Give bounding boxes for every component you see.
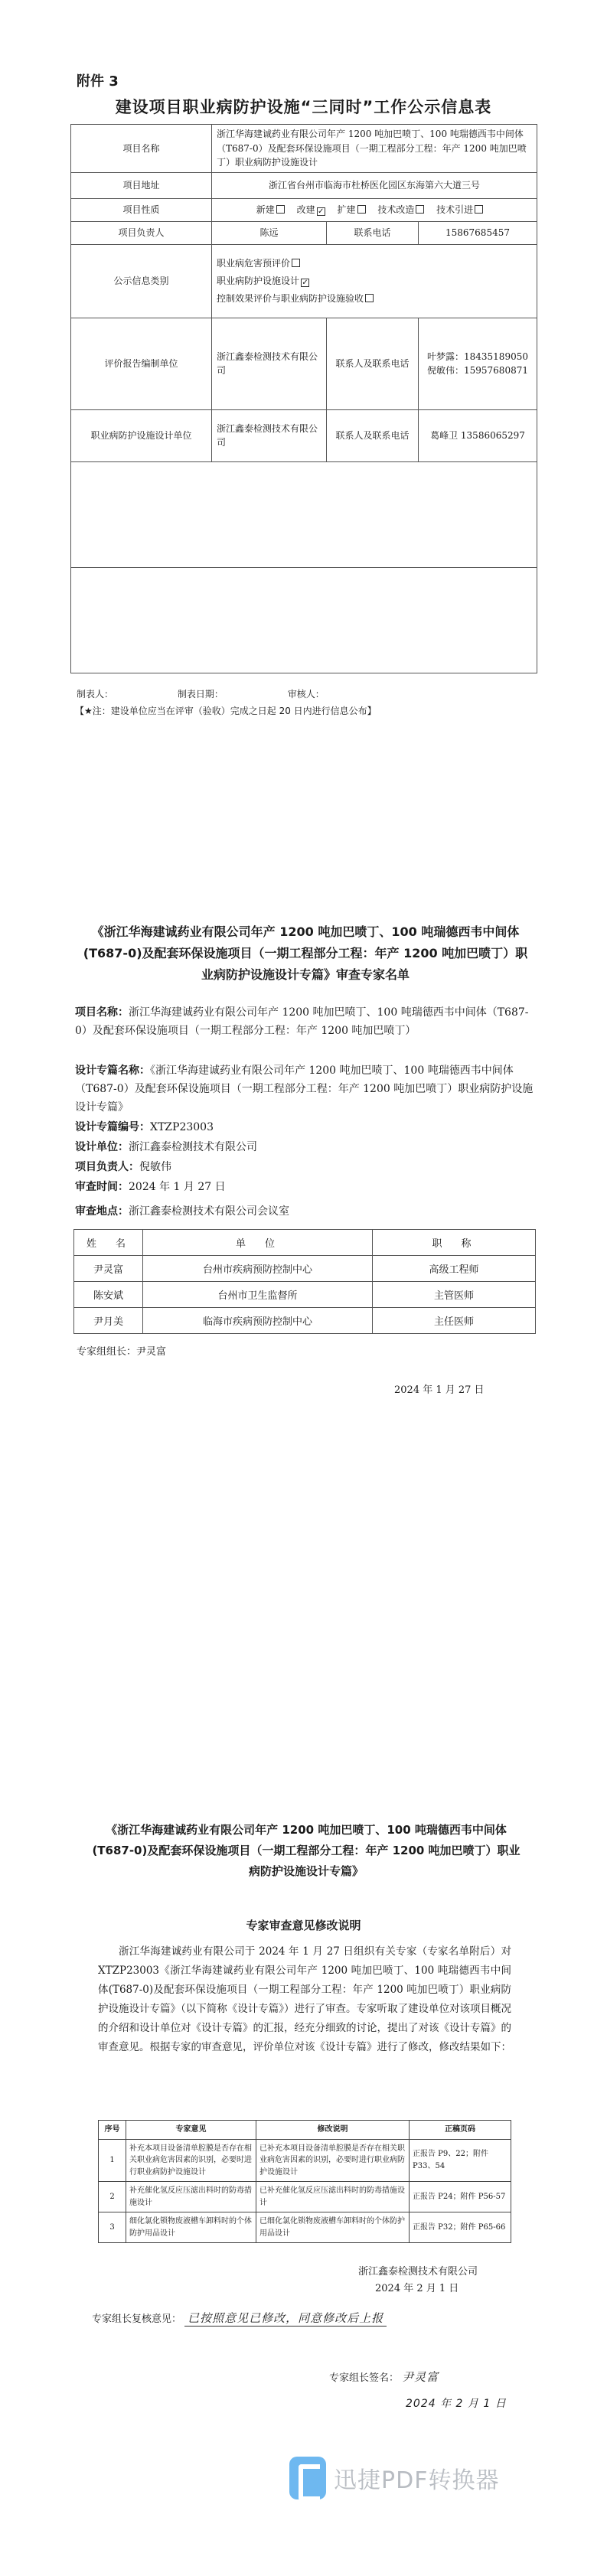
watermark [289, 2451, 519, 2505]
watermark-text: 迅捷PDF转换器 [334, 2467, 500, 2494]
expert-name: 尹月美 [74, 1308, 143, 1334]
reviewer-label: 审核人： [287, 689, 325, 699]
eval-unit-label: 评价报告编制单位 [71, 318, 212, 409]
checkbox-icon [416, 205, 424, 214]
checkbox-checked-icon [301, 279, 309, 287]
checkbox-icon [276, 205, 285, 214]
design-unit-value: 浙江鑫泰检测技术有限公司 [212, 409, 327, 461]
revision-title: 《浙江华海建诚药业有限公司年产 1200 吨加巴喷丁、100 吨瑞德西韦中间体(T687-0)及配套环保设施项目（一期工程部分工程：年产 1200 吨加巴喷丁）职业病防护设施设计专篇》 [92, 1823, 521, 1878]
table-row [74, 1282, 536, 1308]
nature-label: 项目性质 [71, 198, 212, 221]
design-unit-label: 职业病防护设施设计单位 [71, 409, 212, 461]
nature-option-new[interactable]: 新建 [256, 204, 285, 215]
category-label: 公示信息类别 [71, 244, 212, 318]
project-leader-field: 项目负责人：倪敏伟 [75, 1161, 171, 1173]
col-change-header: 修改说明 [256, 2121, 410, 2140]
sign-row [77, 687, 536, 700]
pdf-logo-icon [289, 2457, 326, 2499]
eval-contact-label: 联系人及联系电话 [327, 318, 419, 409]
design-contact-label: 联系人及联系电话 [327, 409, 419, 461]
row-no: 3 [99, 2212, 126, 2243]
leader-sign-handwriting: 尹灵富 [402, 2370, 439, 2384]
category-option-acceptance[interactable]: 控制效果评价与职业病防护设施验收 [217, 290, 532, 308]
review-label: 专家组长复核意见： [92, 2314, 182, 2325]
page-2 [0, 857, 607, 1714]
col-title-header: 职 称 [373, 1230, 536, 1256]
expert-unit: 台州市疾病预防控制中心 [143, 1256, 373, 1282]
design-name-field: 设计专篇名称：《浙江华海建诚药业有限公司年产 1200 吨加巴喷丁、100 吨瑞德西韦中间体（T687-0）及配套环保设施项目（一期工程部分工程：年产 1200 吨加巴喷丁）职业病防护设施设计专篇》 [75, 1065, 534, 1114]
eval-unit-value: 浙江鑫泰检测技术有限公司 [212, 318, 327, 409]
table-row [74, 1256, 536, 1282]
company-name: 浙江鑫泰检测技术有限公司 [358, 2266, 478, 2278]
blank-row-1 [71, 461, 537, 567]
col-name-header: 姓 名 [74, 1230, 143, 1256]
row-change: 已补充本项目设备清单腔膜是否存在相关职业病危害因素的识别，必要时进行职业病防护设施设计 [256, 2139, 410, 2182]
col-unit-header: 单 位 [143, 1230, 373, 1256]
leader-sign-label: 专家组长签名： [329, 2372, 400, 2384]
leader-phone-value: 15867685457 [419, 221, 537, 244]
expert-unit: 台州市卫生监督所 [143, 1282, 373, 1308]
attachment-label: 附件 3 [77, 73, 119, 90]
row-opinion: 细化氯化锁物废液槽车卸料时的个体防护用品设计 [126, 2212, 256, 2243]
review-place-field: 审查地点：浙江鑫泰检测技术有限公司会议室 [75, 1205, 289, 1218]
eval-contact-value: 叶梦露：18435189050 倪敏伟：15957680871 [419, 318, 537, 409]
page-3 [0, 1714, 607, 2576]
design-contact-value: 葛峰卫 13586065297 [419, 409, 537, 461]
project-name-label: 项目名称 [71, 125, 212, 173]
col-no-header: 序号 [99, 2121, 126, 2140]
project-name-value: 浙江华海建诚药业有限公司年产 1200 吨加巴喷丁、100 吨瑞德西韦中间体（T687-0）及配套环保设施项目（一期工程部分工程：年产 1200 吨加巴喷丁）职业病防护设施设计 [212, 125, 537, 173]
design-number-field: 设计专篇编号：XTZP23003 [75, 1121, 214, 1133]
expert-title: 主管医师 [373, 1282, 536, 1308]
page-1 [0, 0, 607, 857]
col-page-header: 正稿页码 [410, 2121, 511, 2140]
blank-row-2 [71, 567, 537, 673]
nature-option-rebuild[interactable]: 改建✓ [297, 204, 325, 215]
table-row [99, 2139, 511, 2182]
checkbox-checked-icon [317, 207, 325, 216]
row-page: 正报告 P32；附件 P65-66 [410, 2212, 511, 2243]
row-no: 2 [99, 2182, 126, 2212]
nature-option-tech-reform[interactable]: 技术改造 [377, 204, 424, 215]
expert-title: 高级工程师 [373, 1256, 536, 1282]
row-page: 正报告 P9、22；附件 P33、54 [410, 2139, 511, 2182]
leader-signature [329, 2369, 439, 2385]
leader-value: 陈远 [212, 221, 327, 244]
review-opinion [92, 2310, 387, 2327]
address-value: 浙江省台州市临海市杜桥医化园区东海第六大道三号 [212, 172, 537, 198]
revision-date: 2024 年 2 月 1 日 [375, 2283, 459, 2294]
table-row [99, 2212, 511, 2243]
revision-table [98, 2120, 511, 2243]
date-label: 制表日期： [177, 689, 224, 699]
checkbox-icon [475, 205, 483, 214]
page-title: 建设项目职业病防护设施“三同时”工作公示信息表 [115, 98, 492, 116]
info-table [70, 124, 537, 673]
nature-options [212, 198, 537, 221]
group-leader: 专家组组长：尹灵富 [77, 1346, 167, 1358]
expert-list-title: 《浙江华海建诚药业有限公司年产 1200 吨加巴喷丁、100 吨瑞德西韦中间体(T687-0)及配套环保设施项目（一期工程部分工程：年产 1200 吨加巴喷丁）职业病防护设施设计专篇》审查专家名单 [83, 924, 528, 982]
checkbox-icon [292, 259, 300, 267]
leader-sign-date: 2024 年 2 月 1 日 [406, 2398, 507, 2410]
project-name-field: 项目名称：浙江华海建诚药业有限公司年产 1200 吨加巴喷丁、100 吨瑞德西韦中间体（T687-0）及配套环保设施项目（一期工程部分工程：年产 1200 吨加巴喷丁） [75, 1006, 529, 1037]
row-opinion: 补充本项目设备清单腔膜是否存在相关职业病危害因素的识别，必要时进行职业病防护设施设计 [126, 2139, 256, 2182]
col-opinion-header: 专家意见 [126, 2121, 256, 2140]
leader-phone-label: 联系电话 [327, 221, 419, 244]
review-handwriting: 已按照意见已修改，同意修改后上报 [184, 2310, 387, 2327]
row-change: 已补充催化氢反应压滤出料时的防毒措施设计 [256, 2182, 410, 2212]
nature-option-expand[interactable]: 扩建 [337, 204, 365, 215]
expert-title: 主任医师 [373, 1308, 536, 1334]
category-option-design[interactable]: 职业病防护设施设计✓ [217, 272, 532, 290]
expert-name: 尹灵富 [74, 1256, 143, 1282]
row-no: 1 [99, 2139, 126, 2182]
revision-subtitle: 专家审查意见修改说明 [246, 1919, 361, 1932]
footnote: 【★注：建设单位应当在评审（验收）完成之日起 20 日内进行信息公布】 [75, 706, 377, 716]
row-change: 已细化氯化锁物废液槽车卸料时的个体防护用品设计 [256, 2212, 410, 2243]
list-date: 2024 年 1 月 27 日 [394, 1384, 485, 1396]
expert-unit: 临海市疾病预防控制中心 [143, 1308, 373, 1334]
table-row [74, 1308, 536, 1334]
category-options [212, 244, 537, 318]
design-unit-field: 设计单位：浙江鑫泰检测技术有限公司 [75, 1141, 257, 1153]
leader-label: 项目负责人 [71, 221, 212, 244]
expert-name: 陈安斌 [74, 1282, 143, 1308]
category-option-pre-eval[interactable]: 职业病危害预评价 [217, 255, 532, 272]
table-row [99, 2182, 511, 2212]
expert-table [73, 1229, 536, 1334]
row-page: 正报告 P24；附件 P56-57 [410, 2182, 511, 2212]
maker-label: 制表人： [77, 689, 114, 699]
address-label: 项目地址 [71, 172, 212, 198]
checkbox-icon [357, 205, 366, 214]
review-time-field: 审查时间：2024 年 1 月 27 日 [75, 1181, 226, 1193]
checkbox-icon [365, 294, 374, 302]
row-opinion: 补充催化氢反应压滤出料时的防毒措施设计 [126, 2182, 256, 2212]
revision-body: 浙江华海建诚药业有限公司于 2024 年 1 月 27 日组织有关专家（专家名单附后）对 XTZP23003《浙江华海建诚药业有限公司年产 1200 吨加巴喷丁、100 吨瑞德西韦中间体(T687-0)及配套环保设施项目（一期工程部分工程：年产 1200 吨加巴喷丁）职业病防护设施设计专篇》（以下简称《设计专篇》）进行了审查。专家听取了建设单位对该项目概况的介绍和设计单位对《设计专篇》的汇报，经充分细致的讨论，提出了对该《设计专篇》的审查意见。根据专家的审查意见，评价单位对该《设计专篇》进行了修改，修改结果如下： [98, 1945, 511, 2053]
nature-option-tech-import[interactable]: 技术引进 [436, 204, 483, 215]
